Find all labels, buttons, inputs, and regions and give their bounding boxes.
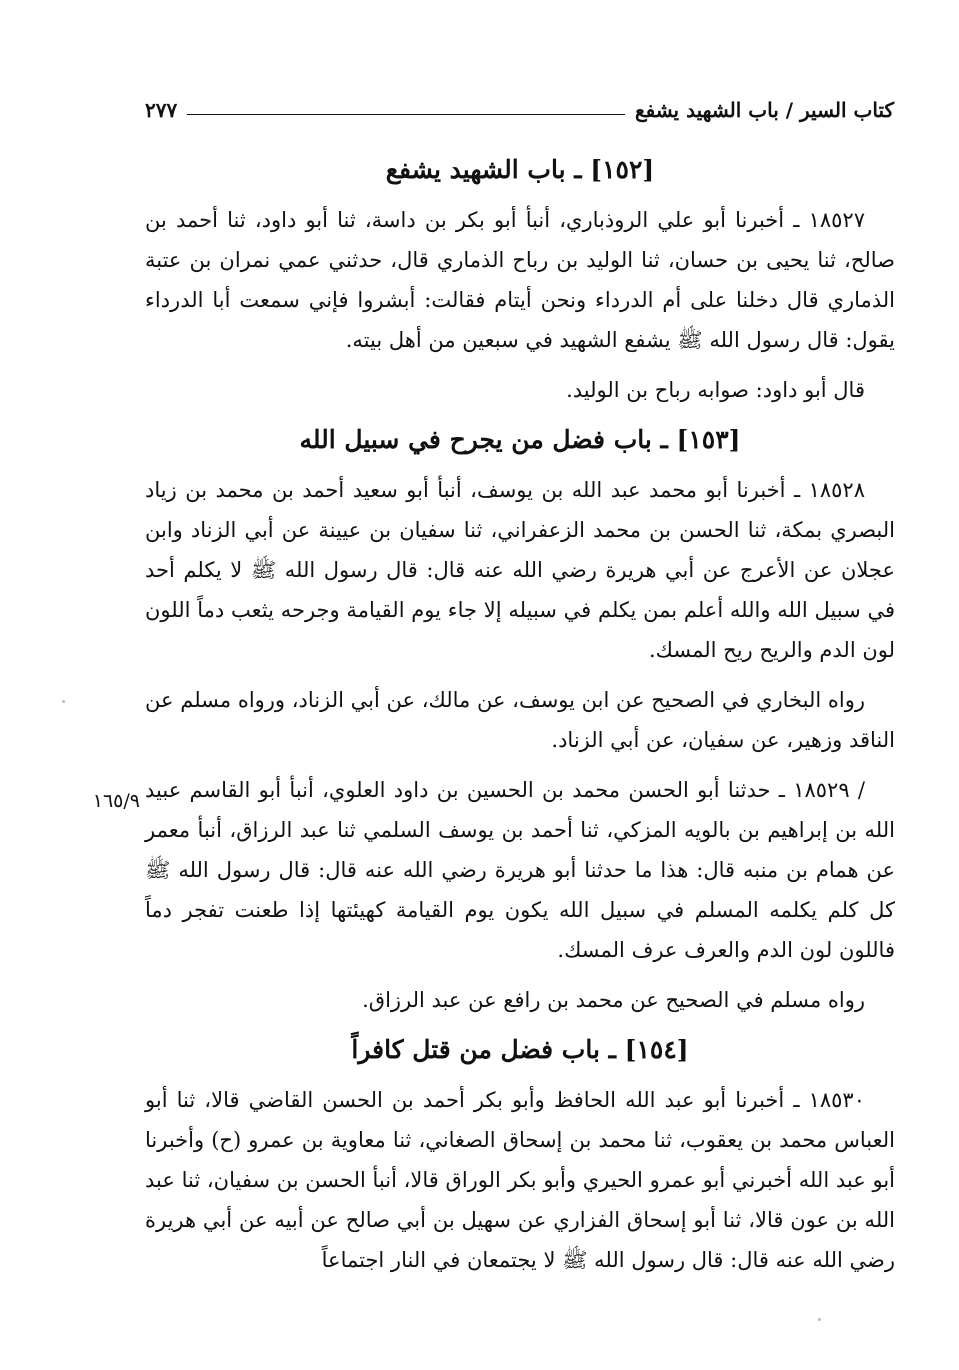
page-number: ٢٧٧ (145, 98, 178, 122)
running-header (145, 88, 894, 122)
commentary-note: قال أبو داود: صوابه رباح بن الوليد. (566, 378, 865, 402)
running-title: كتاب السير / باب الشهيد يشفع (634, 98, 894, 122)
header-rule (187, 114, 625, 115)
page-body (145, 140, 895, 1290)
commentary-note: رواه مسلم في الصحيح عن محمد بن رافع عن عبد الرزاق. (362, 988, 865, 1012)
commentary-paragraph: رواه البخاري في الصحيح عن ابن يوسف، عن مالك، عن أبي الزناد، ورواه مسلم عن الناقد وزهير، عن سفيان، عن أبي الزناد. (145, 688, 895, 752)
chapter-heading: [١٥٤] ـ باب فضل من قتل كافراً (351, 1035, 689, 1064)
chapter-heading: [١٥٢] ـ باب الشهيد يشفع (385, 155, 655, 184)
hadith-paragraph: ١٨٥٢٨ ـ أخبرنا أبو محمد عبد الله بن يوسف، أنبأ أبو سعيد أحمد بن محمد بن زياد البصري بمكة، ثنا الحسن بن محمد الزعفراني، ثنا سفيان بن عيينة عن أبي الزناد وابن عجلان عن الأعرج عن أبي هريرة رضي الله عنه قال: قال رسول الله ﷺ لا يكلم أحد في سبيل الله والله أعلم بمن يكلم في سبيله إلا جاء يوم القيامة وجرحه يثعب دماً اللون لون الدم والريح ريح المسك. (145, 478, 895, 662)
scan-speck (818, 1318, 821, 1321)
scan-speck (62, 700, 65, 703)
margin-reference: ١٦٥/٩ (92, 790, 140, 812)
hadith-paragraph: / ١٨٥٢٩ ـ حدثنا أبو الحسن محمد بن الحسين بن داود العلوي، أنبأ أبو القاسم عبيد الله بن إبراهيم بن بالويه المزكي، ثنا أحمد بن يوسف السلمي ثنا عبد الرزاق، أنبأ معمر عن همام بن منبه قال: هذا ما حدثنا أبو هريرة رضي الله عنه قال: قال رسول الله ﷺ كل كلم يكلمه المسلم في سبيل الله يكون يوم القيامة كهيئتها إذا طعنت تفجر دماً فاللون لون الدم والعرف عرف المسك. (145, 778, 895, 962)
hadith-paragraph: ١٨٥٣٠ ـ أخبرنا أبو عبد الله الحافظ وأبو بكر أحمد بن الحسن القاضي قالا، ثنا أبو العباس محمد بن يعقوب، ثنا محمد بن إسحاق الصغاني، ثنا معاوية بن عمرو (ح) وأخبرنا أبو عبد الله أخبرني أبو عمرو الحيري وأبو بكر الوراق قالا، أنبأ الحسن بن سفيان، ثنا عبد الله بن عون قالا، ثنا أبو إسحاق الفزاري عن سهيل بن أبي صالح عن أبيه عن أبي هريرة رضي الله عنه قال: قال رسول الله ﷺ لا يجتمعان في النار اجتماعاً (145, 1088, 895, 1272)
chapter-heading: [١٥٣] ـ باب فضل من يجرح في سبيل الله (299, 425, 741, 454)
hadith-paragraph: ١٨٥٢٧ ـ أخبرنا أبو علي الروذباري، أنبأ أبو بكر بن داسة، ثنا أبو داود، ثنا أحمد بن صالح، ثنا يحيى بن حسان، ثنا الوليد بن رباح الذماري قال، حدثني عمي نمران بن عتبة الذماري قال دخلنا على أم الدرداء ونحن أيتام فقالت: أبشروا فإني سمعت أبا الدرداء يقول: قال رسول الله ﷺ يشفع الشهيد في سبعين من أهل بيته. (145, 208, 895, 352)
